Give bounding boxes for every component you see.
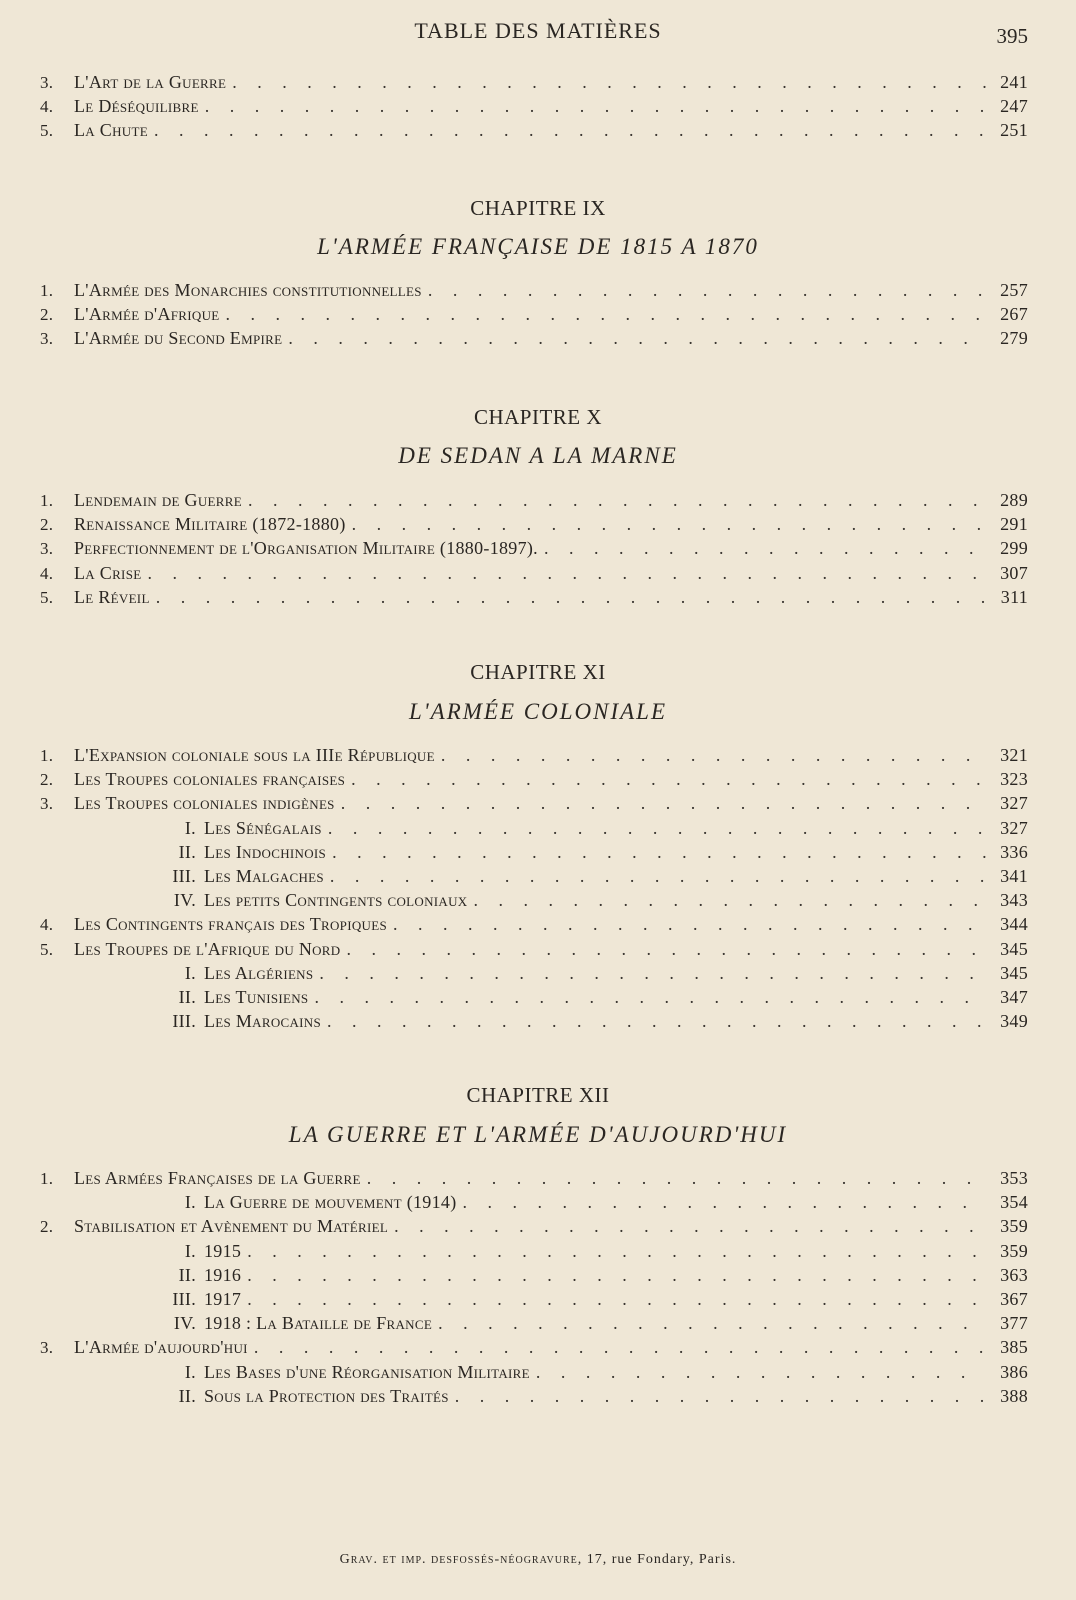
dot-leader: [154, 120, 986, 141]
entry-page-number: 345: [1000, 962, 1028, 983]
entry-number: 5.: [40, 121, 54, 141]
toc-entry[interactable]: [40, 793, 1028, 817]
entry-page-number: 341: [1000, 865, 1028, 886]
entry-roman-numeral: II.: [178, 986, 196, 1007]
dot-leader: [254, 1337, 986, 1358]
toc-entry[interactable]: [40, 120, 1028, 144]
toc-entry[interactable]: [40, 987, 1028, 1011]
dot-leader: [328, 818, 986, 839]
entry-number: 2.: [40, 515, 54, 535]
toc-entry[interactable]: [40, 1313, 1028, 1337]
entry-page-number: 251: [1000, 120, 1028, 141]
entry-title: L'Armée des Monarchies constitutionnelles: [74, 280, 422, 300]
entry-page-number: 336: [1000, 841, 1028, 862]
entry-title: Les Tunisiens: [204, 986, 309, 1007]
entry-roman-numeral: III.: [172, 865, 196, 886]
entry-number: 4.: [40, 97, 54, 117]
entry-page-number: 289: [1000, 490, 1028, 510]
toc-entry[interactable]: [40, 1241, 1028, 1265]
toc-entry[interactable]: [40, 1362, 1028, 1386]
entry-page-number: 386: [1000, 1361, 1028, 1382]
entry-page-number: 367: [1000, 1288, 1028, 1309]
entry-title: Stabilisation et Avènement du Matériel: [74, 1216, 389, 1237]
toc-entry[interactable]: [40, 563, 1028, 587]
entry-number: 5.: [40, 587, 54, 607]
dot-leader: [327, 1011, 986, 1032]
toc-entry[interactable]: [40, 490, 1028, 514]
dot-leader: [341, 793, 986, 814]
toc-entry[interactable]: [40, 914, 1028, 938]
dot-leader: [314, 987, 986, 1008]
entry-page-number: 359: [1000, 1240, 1028, 1261]
entry-title: Les Sénégalais: [204, 817, 322, 838]
dot-leader: [232, 72, 986, 93]
entry-page-number: 377: [1000, 1313, 1028, 1334]
toc-entry[interactable]: [40, 1386, 1028, 1410]
entry-page-number: 327: [1000, 793, 1028, 814]
entry-page-number: 241: [1000, 72, 1028, 92]
entry-page-number: 267: [1000, 304, 1028, 325]
entry-title: La Crise: [74, 562, 142, 583]
entry-number: 4.: [40, 563, 54, 583]
dot-leader: [428, 280, 986, 301]
entry-number: 1.: [40, 491, 54, 510]
entry-roman-numeral: II.: [178, 1264, 196, 1285]
entry-list: [40, 280, 1028, 353]
entry-title: Perfectionnement de l'Organisation Militaire (1880-1897).: [74, 538, 538, 559]
dot-leader: [441, 745, 986, 766]
entry-title: Les petits Contingents coloniaux: [204, 890, 468, 911]
dot-leader: [156, 587, 986, 608]
entry-page-number: 327: [1000, 817, 1028, 838]
entry-title: Lendemain de Guerre: [74, 490, 242, 510]
entry-roman-numeral: III.: [172, 1011, 196, 1032]
entry-title: 1918 : La Bataille de France: [204, 1313, 433, 1334]
entry-number: 1.: [40, 281, 54, 300]
entry-number: 2.: [40, 1217, 54, 1237]
entry-number: 1.: [40, 746, 54, 765]
toc-entry[interactable]: [40, 1265, 1028, 1289]
imprint: [0, 1552, 1076, 1568]
chapter-title: L'ARMÉE COLONIALE: [408, 699, 668, 724]
toc-entry[interactable]: [40, 328, 1028, 352]
toc-entry[interactable]: [40, 1168, 1028, 1192]
chapter-title: DE SEDAN A LA MARNE: [398, 443, 678, 468]
dot-leader: [247, 1241, 986, 1262]
dot-leader: [351, 769, 986, 790]
entry-number: 3.: [40, 539, 54, 559]
toc-entry[interactable]: [40, 866, 1028, 890]
entry-page-number: 291: [1000, 514, 1028, 535]
dot-leader: [544, 538, 986, 559]
entry-page-number: 299: [1000, 538, 1028, 559]
toc-entry[interactable]: [40, 1337, 1028, 1361]
entry-title: Les Marocains: [204, 1011, 322, 1032]
toc-entry[interactable]: [40, 587, 1028, 611]
dot-leader: [463, 1192, 986, 1213]
entry-title: La Chute: [74, 120, 148, 141]
entry-roman-numeral: I.: [184, 1361, 196, 1382]
entry-page-number: 363: [1000, 1264, 1028, 1285]
toc-entry[interactable]: [40, 1192, 1028, 1216]
entry-title: Les Troupes coloniales indigènes: [74, 793, 335, 814]
entry-title: L'Art de la Guerre: [74, 72, 227, 92]
chapter-label: CHAPITRE IX: [470, 196, 606, 220]
entry-page-number: 323: [1000, 769, 1028, 790]
entry-list: [40, 745, 1028, 1035]
imprint-address: 17, rue Fondary, Paris.: [586, 1552, 737, 1567]
entry-title: 1917: [204, 1288, 242, 1309]
dot-leader: [319, 963, 986, 984]
entry-title: Les Indochinois: [204, 841, 327, 862]
chapter-title: L'ARMÉE FRANÇAISE DE 1815 A 1870: [317, 234, 759, 259]
entry-title: Sous la Protection des Traités: [204, 1385, 449, 1406]
entry-number: 3.: [40, 329, 54, 349]
entry-roman-numeral: I.: [184, 1240, 196, 1261]
entry-roman-numeral: IV.: [173, 1313, 196, 1334]
imprint-prefix: Grav. et imp. desfossés-néogravure,: [339, 1552, 583, 1567]
dot-leader: [346, 939, 986, 960]
entry-page-number: 344: [1000, 914, 1028, 935]
running-title: TABLE DES MATIÈRES: [414, 18, 662, 43]
entry-title: Les Armées Françaises de la Guerre: [74, 1168, 361, 1188]
dot-leader: [393, 914, 986, 935]
entry-number: 2.: [40, 770, 54, 790]
dot-leader: [438, 1313, 986, 1334]
dot-leader: [352, 514, 986, 535]
dot-leader: [536, 1362, 986, 1383]
toc-entry[interactable]: [40, 280, 1028, 304]
entry-title: Le Déséquilibre: [74, 96, 199, 117]
entry-page-number: 311: [1000, 586, 1028, 607]
dot-leader: [247, 1265, 986, 1286]
entry-page-number: 321: [1000, 745, 1028, 765]
entry-page-number: 307: [1000, 562, 1028, 583]
entry-title: Le Réveil: [74, 586, 150, 607]
entry-title: Les Troupes de l'Afrique du Nord: [74, 938, 341, 959]
toc-entry[interactable]: [40, 1011, 1028, 1035]
entry-title: Les Troupes coloniales françaises: [74, 769, 346, 790]
dot-leader: [147, 563, 986, 584]
entry-page-number: 349: [1000, 1011, 1028, 1032]
entry-number: 3.: [40, 73, 54, 92]
dot-leader: [332, 842, 986, 863]
toc-entry[interactable]: [40, 304, 1028, 328]
entry-page-number: 354: [1000, 1192, 1028, 1213]
chapter-label: CHAPITRE XI: [470, 660, 606, 684]
chapter-label: CHAPITRE XII: [466, 1083, 610, 1107]
dot-leader: [394, 1216, 986, 1237]
dot-leader: [367, 1168, 986, 1189]
entry-page-number: 385: [1000, 1337, 1028, 1358]
entry-number: 4.: [40, 915, 54, 935]
entry-roman-numeral: II.: [178, 841, 196, 862]
dot-leader: [226, 304, 986, 325]
entry-page-number: 247: [1000, 96, 1028, 117]
entry-page-number: 388: [1000, 1385, 1028, 1406]
toc-entry[interactable]: [40, 939, 1028, 963]
dot-leader: [248, 490, 986, 511]
entry-page-number: 279: [1000, 328, 1028, 349]
dot-leader: [473, 890, 986, 911]
entry-title: L'Armée d'aujourd'hui: [74, 1337, 248, 1358]
dot-leader: [205, 96, 986, 117]
entry-list: [40, 1168, 1028, 1410]
entry-roman-numeral: IV.: [173, 890, 196, 911]
entry-title: La Guerre de mouvement (1914): [204, 1192, 457, 1213]
toc-entry[interactable]: [40, 96, 1028, 120]
entry-number: 3.: [40, 794, 54, 814]
toc-entry[interactable]: [40, 1216, 1028, 1240]
entry-title: Renaissance Militaire (1872-1880): [74, 514, 346, 535]
toc-entry[interactable]: [40, 745, 1028, 769]
page-number: 395: [996, 24, 1028, 48]
entry-list: [40, 490, 1028, 611]
entry-title: 1915: [204, 1240, 242, 1261]
entry-page-number: 353: [1000, 1168, 1028, 1188]
toc-entry[interactable]: [40, 842, 1028, 866]
toc-entry[interactable]: [40, 72, 1028, 96]
entry-page-number: 359: [1000, 1216, 1028, 1237]
entry-page-number: 347: [1000, 986, 1028, 1007]
entry-roman-numeral: II.: [178, 1385, 196, 1406]
entry-roman-numeral: I.: [184, 1192, 196, 1213]
entry-title: L'Armée du Second Empire: [74, 328, 283, 349]
entry-number: 5.: [40, 939, 54, 959]
toc-entry[interactable]: [40, 890, 1028, 914]
dot-leader: [455, 1386, 986, 1407]
toc-entry[interactable]: [40, 1289, 1028, 1313]
entry-roman-numeral: I.: [184, 962, 196, 983]
entry-number: 2.: [40, 305, 54, 325]
chapter-label: CHAPITRE X: [473, 405, 603, 429]
toc-entry[interactable]: [40, 818, 1028, 842]
entry-title: Les Bases d'une Réorganisation Militaire: [204, 1361, 530, 1382]
entry-number: 3.: [40, 1338, 54, 1358]
entry-title: Les Contingents français des Tropiques: [74, 914, 387, 935]
entry-number: 1.: [40, 1169, 54, 1188]
entry-page-number: 345: [1000, 938, 1028, 959]
entry-title: L'Armée d'Afrique: [74, 304, 220, 325]
entry-list: [40, 72, 1028, 145]
dot-leader: [247, 1289, 986, 1310]
dot-leader: [330, 866, 986, 887]
entry-page-number: 343: [1000, 890, 1028, 911]
entry-title: L'Expansion coloniale sous la IIIe République: [74, 745, 435, 765]
entry-title: 1916: [204, 1264, 242, 1285]
dot-leader: [288, 328, 986, 349]
chapter-title: LA GUERRE ET L'ARMÉE D'AUJOURD'HUI: [288, 1122, 788, 1147]
entry-title: Les Algériens: [204, 962, 314, 983]
entry-roman-numeral: I.: [184, 817, 196, 838]
entry-page-number: 257: [1000, 280, 1028, 300]
toc-entry[interactable]: [40, 769, 1028, 793]
toc-entry[interactable]: [40, 514, 1028, 538]
entry-title: Les Malgaches: [204, 865, 324, 886]
toc-entry[interactable]: [40, 538, 1028, 562]
entry-roman-numeral: III.: [172, 1288, 196, 1309]
toc-entry[interactable]: [40, 963, 1028, 987]
